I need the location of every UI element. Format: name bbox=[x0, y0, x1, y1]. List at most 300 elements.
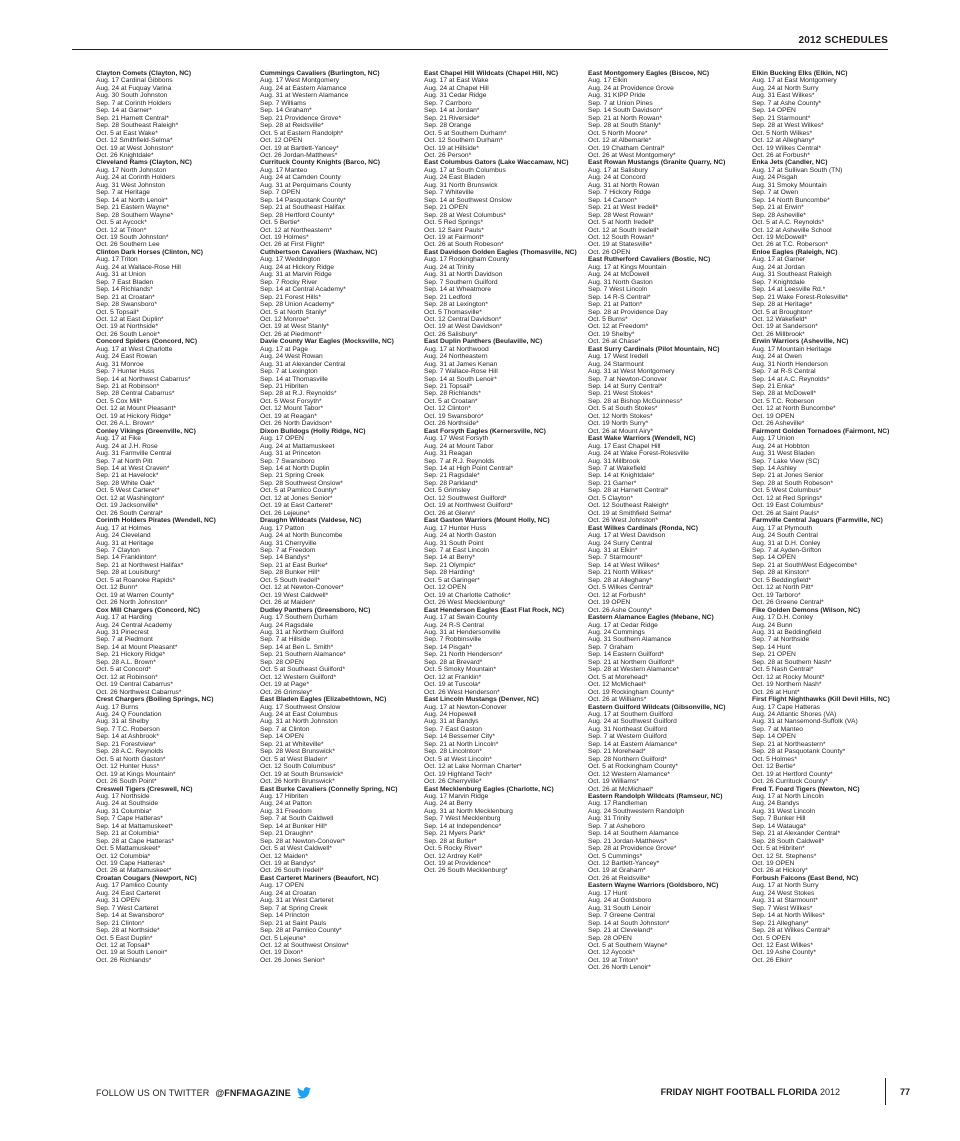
game-entry: Oct. 19 Wilkes Central* bbox=[752, 144, 822, 152]
game-entry: Sep. 21 Olympic* bbox=[424, 561, 476, 569]
game-entry: Oct. 19 Williams* bbox=[588, 778, 639, 786]
game-entry: Aug. 24 West Stokes bbox=[752, 889, 815, 897]
game-entry: Sep. 14 at Wheatmore bbox=[424, 286, 491, 294]
game-entry: Sep. 14 at Mattamuskeet* bbox=[96, 822, 173, 830]
game-entry: Aug. 24 at J.H. Rose bbox=[96, 442, 158, 450]
game-entry: Aug. 17 at Holmes bbox=[96, 524, 152, 532]
game-entry: Sep. 28 at Cape Hatteras* bbox=[96, 837, 175, 845]
magazine-year: 2012 bbox=[819, 1087, 840, 1097]
game-entry: Oct. 12 at North Buncombe* bbox=[752, 405, 836, 413]
game-entry: Sep. 21 at Southeast Halifax bbox=[260, 204, 345, 212]
game-entry: Oct. 19 Tarboro* bbox=[752, 591, 801, 599]
game-entry: Oct. 12 Western Guilford* bbox=[260, 673, 337, 681]
game-entry: Aug. 24 at East Columbus bbox=[260, 710, 338, 718]
team-schedule bbox=[588, 614, 750, 703]
game-entry: Oct. 26 North Davidson* bbox=[260, 420, 333, 428]
game-entry: Sep. 28 at Alleghany* bbox=[588, 576, 652, 584]
game-entry: Oct. 5 at A.C. Reynolds* bbox=[752, 219, 825, 227]
team-name: East Mecklenburg Eagles (Charlotte, NC) bbox=[424, 785, 554, 793]
team-name: Enka Jets (Candler, NC) bbox=[752, 159, 828, 167]
team-name: Cuthbertson Cavaliers (Waxhaw, NC) bbox=[260, 248, 378, 256]
game-entry: Sep. 14 at A.C. Reynolds* bbox=[752, 375, 830, 383]
game-entry: Oct. 19 at Reagan* bbox=[260, 412, 317, 420]
game-entry: Sep. 28 Orange bbox=[424, 122, 472, 130]
game-entry: Sep. 28 Hertford County* bbox=[260, 211, 335, 219]
game-entry: Aug. 17 Southern Durham bbox=[260, 614, 338, 622]
game-entry: Oct. 12 at Northeastern* bbox=[260, 226, 333, 234]
game-entry: Oct. 12 Central Davidson* bbox=[424, 315, 502, 323]
game-entry: Oct. 5 at Pamlico County* bbox=[260, 487, 337, 495]
game-entry: Oct. 12 at Topsail* bbox=[96, 942, 151, 950]
game-entry: Aug. 17 OPEN bbox=[260, 435, 304, 443]
game-entry: Sep. 21 at Saint Pauls bbox=[260, 919, 327, 927]
game-entry: Oct. 12 Aycock* bbox=[588, 949, 636, 957]
twitter-bird-icon[interactable] bbox=[297, 1087, 311, 1099]
game-entry: Sep. 7 West Lincoln bbox=[588, 286, 648, 294]
game-entry: Aug. 17 at Kings Mountain bbox=[588, 263, 667, 271]
team-schedule bbox=[588, 159, 750, 256]
game-entry: Sep. 21 at Robinson* bbox=[96, 383, 160, 391]
game-entry: Aug. 31 at Alexander Central bbox=[260, 360, 346, 368]
game-entry: Oct. 26 Northwest Cabarrus* bbox=[96, 688, 182, 696]
game-entry: Oct. 19 at Providence* bbox=[424, 860, 491, 868]
game-entry: Oct. 5 East Duplin* bbox=[96, 934, 153, 942]
follow-text: FOLLOW US ON TWITTER bbox=[96, 1088, 210, 1098]
game-entry: Aug. 31 at Western Alamance bbox=[260, 92, 349, 100]
game-entry: Sep. 14 Eastern Guilford* bbox=[588, 651, 664, 659]
team-name: East Lincoln Mustangs (Denver, NC) bbox=[424, 696, 539, 704]
game-entry: Oct. 26 Currituck County* bbox=[752, 778, 828, 786]
team-name: Concord Spiders (Concord, NC) bbox=[96, 338, 198, 346]
game-entry: Sep. 28 Southeast Raleigh* bbox=[96, 122, 179, 130]
team-name: East Burke Cavaliers (Connelly Spring, NC) bbox=[260, 785, 398, 793]
game-entry: Sep. 28 West Brunswick* bbox=[260, 748, 335, 756]
game-entry: Aug. 31 Northeast Guilford bbox=[588, 725, 668, 733]
game-entry: Aug. 31 at West Montgomery bbox=[588, 368, 675, 376]
team-schedule bbox=[424, 159, 586, 248]
game-entry: Sep. 21 Harnett Central* bbox=[96, 114, 169, 122]
game-entry: Aug. 31 Cedar Ridge bbox=[424, 92, 487, 100]
game-entry: Aug. 31 North Henderson bbox=[752, 360, 828, 368]
game-entry: Sep. 21 Southern Alamance* bbox=[260, 651, 346, 659]
team-name: Croatan Cougars (Newport, NC) bbox=[96, 874, 197, 882]
game-entry: Oct. 12 Clinton* bbox=[424, 405, 471, 413]
game-entry: Oct. 5 Cox Mill* bbox=[96, 397, 143, 405]
game-entry: Oct. 12 at East Duplin* bbox=[96, 315, 164, 323]
game-entry: Oct. 26 West Johnston* bbox=[588, 517, 659, 525]
game-entry: Oct. 26 North Johnston* bbox=[96, 599, 168, 607]
game-entry: Oct. 12 OPEN bbox=[424, 584, 467, 592]
team-name: Fred T. Foard Tigers (Newton, NC) bbox=[752, 785, 860, 793]
game-entry: Oct. 12 at Alleghany* bbox=[752, 137, 815, 145]
game-entry: Oct. 12 Wakefield* bbox=[752, 315, 808, 323]
game-entry: Oct. 5 West Forsyth* bbox=[260, 397, 322, 405]
game-entry: Aug. 31 at Marvin Ridge bbox=[260, 271, 332, 279]
game-entry: Sep. 28 Union Academy* bbox=[260, 301, 335, 309]
game-entry: Sep. 28 A.L. Brown* bbox=[96, 658, 156, 666]
game-entry: Oct. 26 Jones Senior* bbox=[260, 956, 326, 964]
game-entry: Sep. 14 at Southwest Onslow bbox=[424, 196, 512, 204]
team-name: Eastern Guilford Wildcats (Gibsonville, NC) bbox=[588, 703, 726, 711]
team-schedule bbox=[260, 338, 422, 427]
game-entry: Aug. 24 Cummings bbox=[588, 628, 645, 636]
game-entry: Sep. 14 at West Craven* bbox=[96, 465, 170, 473]
game-entry: Oct. 19 at Hertford County* bbox=[752, 770, 833, 778]
game-entry: Oct. 5 West Columbus* bbox=[752, 487, 822, 495]
team-schedule bbox=[752, 159, 914, 248]
game-entry: Sep. 28 at McDowell* bbox=[752, 390, 816, 398]
game-entry: Oct. 26 at First Flight* bbox=[260, 241, 325, 249]
game-entry: Sep. 21 OPEN bbox=[424, 204, 468, 212]
game-entry: Aug. 24 South Central bbox=[752, 532, 818, 540]
game-entry: Aug. 24 Ragsdale bbox=[260, 621, 314, 629]
game-entry: Sep. 7 at Piedmont bbox=[96, 636, 153, 644]
game-entry: Sep. 28 at Bishop McGuinness* bbox=[588, 397, 683, 405]
game-entry: Oct. 26 at Piedmont* bbox=[260, 330, 322, 338]
game-entry: Oct. 19 at Kings Mountain* bbox=[96, 770, 176, 778]
game-entry: Sep. 14 Graham* bbox=[260, 107, 312, 115]
game-entry: Oct. 12 OPEN bbox=[260, 137, 303, 145]
team-schedule bbox=[424, 786, 586, 875]
game-entry: Oct. 5 at Aycock* bbox=[96, 219, 147, 227]
game-entry: Oct. 5 at Croatan* bbox=[424, 397, 478, 405]
game-entry: Sep. 14 Ashley bbox=[752, 465, 797, 473]
game-entry: Oct. 19 at West Stanly* bbox=[260, 323, 330, 331]
game-entry: Oct. 12 at North Pitt* bbox=[752, 584, 814, 592]
game-entry: Oct. 12 at Robinson* bbox=[96, 673, 158, 681]
game-entry: Sep. 14 at Swansboro* bbox=[96, 912, 165, 920]
game-entry: Sep. 28 Parkland* bbox=[424, 479, 478, 487]
game-entry: Oct. 26 at West Montgomery* bbox=[588, 151, 676, 159]
game-entry: Aug. 31 at Princeton bbox=[260, 450, 321, 458]
game-entry: Aug. 24 at Wallace-Rose Hill bbox=[96, 263, 181, 271]
game-entry: Oct. 12 Bertie* bbox=[752, 763, 796, 771]
header-rule bbox=[72, 49, 888, 50]
game-entry: Oct. 5 at Southern Wayne* bbox=[588, 942, 668, 950]
game-entry: Aug. 31 Freedom bbox=[260, 807, 312, 815]
game-entry: Sep. 21 at Havelock* bbox=[96, 472, 159, 480]
game-entry: Aug. 17 at Salisbury bbox=[588, 166, 648, 174]
game-entry: Sep. 21 at East Burke* bbox=[260, 561, 328, 569]
game-entry: Sep. 21 OPEN bbox=[752, 651, 796, 659]
game-entry: Oct. 5 at Morehead* bbox=[588, 673, 648, 681]
game-entry: Oct. 26 South Point* bbox=[96, 778, 157, 786]
game-entry: Oct. 26 at Forbush* bbox=[752, 151, 810, 159]
game-entry: Oct. 19 at Charlotte Catholic* bbox=[424, 591, 511, 599]
game-entry: Sep. 14 North Buncombe* bbox=[752, 196, 830, 204]
game-entry: Sep. 14 Watauga* bbox=[752, 822, 807, 830]
game-entry: Aug. 31 Southern Alamance bbox=[588, 636, 672, 644]
game-entry: Sep. 21 Morehead* bbox=[588, 748, 646, 756]
team-name: East Rowan Mustangs (Granite Quarry, NC) bbox=[588, 159, 726, 167]
game-entry: Oct. 5 Wilkes Central* bbox=[588, 584, 654, 592]
game-entry: Sep. 7 at South Caldwell bbox=[260, 815, 334, 823]
game-entry: Sep. 21 at Northeastern* bbox=[752, 740, 826, 748]
game-entry: Sep. 21 at West Iredell* bbox=[588, 204, 659, 212]
team-name: East Forsyth Eagles (Kernersville, NC) bbox=[424, 427, 546, 435]
game-entry: Sep. 14 Pasquotank County* bbox=[260, 196, 346, 204]
game-entry: Aug. 17 at North Surry bbox=[752, 882, 819, 890]
game-entry: Oct. 12 South Rowan* bbox=[588, 233, 655, 241]
game-entry: Sep. 7 at East Lincoln bbox=[424, 547, 490, 554]
game-entry: Sep. 14 at Leesville Rd.* bbox=[752, 286, 826, 294]
game-entry: Sep. 7 Cape Hatteras* bbox=[96, 815, 163, 823]
game-entry: Aug. 17 Manteo bbox=[260, 166, 308, 174]
game-entry: Aug. 24 at Berry bbox=[424, 800, 473, 808]
game-entry: Sep. 28 at Northside* bbox=[96, 927, 160, 935]
team-name: East Chapel Hill Wildcats (Chapel Hill, NC) bbox=[424, 70, 559, 77]
game-entry: Sep. 7 at Northside bbox=[752, 636, 810, 644]
game-entry: Oct. 19 Central Cabarrus* bbox=[96, 681, 173, 689]
game-entry: Sep. 7 at Ayden-Grifton bbox=[752, 547, 822, 554]
game-entry: Sep. 14 Franklinton* bbox=[96, 554, 157, 562]
team-schedule bbox=[260, 517, 422, 606]
game-entry: Oct. 5 North Moore* bbox=[588, 129, 648, 137]
game-entry: Aug. 17 Cape Hatteras bbox=[752, 703, 821, 711]
game-entry: Aug. 31 at North Davidson bbox=[424, 271, 503, 279]
game-entry: Sep. 21 at Erwin* bbox=[752, 204, 804, 212]
game-entry: Sep. 7 at Newton-Conover bbox=[588, 375, 667, 383]
game-entry: Sep. 21 Forestview* bbox=[96, 740, 156, 748]
team-name: Creswell Tigers (Creswell, NC) bbox=[96, 785, 193, 793]
game-entry: Sep. 21 Clinton* bbox=[96, 919, 145, 927]
game-entry: Sep. 7 at Union Pines bbox=[588, 99, 653, 107]
game-entry: Aug. 31 Southeast Raleigh bbox=[752, 271, 832, 279]
game-entry: Aug. 30 South Johnston bbox=[96, 92, 168, 100]
game-entry: Oct. 12 at Red Springs* bbox=[752, 494, 823, 502]
game-entry: Aug. 24 at Mount Tabor bbox=[424, 442, 494, 450]
game-entry: Oct. 5 North Wilkes* bbox=[752, 129, 813, 137]
team-name: Crest Chargers (Boiling Springs, NC) bbox=[96, 696, 214, 704]
game-entry: Sep. 14 at North Duplin bbox=[260, 465, 330, 473]
game-entry: Sep. 7 at Hillside bbox=[260, 636, 311, 644]
game-entry: Oct. 26 Cherryville* bbox=[424, 778, 482, 786]
game-entry: Oct. 26 Millbrook* bbox=[752, 330, 805, 338]
game-entry: Sep. 28 at Brevard* bbox=[424, 658, 483, 666]
game-entry: Oct. 5 South Iredell* bbox=[260, 576, 320, 584]
game-entry: Oct. 19 at Page* bbox=[260, 681, 310, 689]
game-entry: Sep. 7 at Lexington bbox=[260, 368, 318, 376]
game-entry: Oct. 19 at Bartlett-Yancey* bbox=[260, 144, 339, 152]
team-schedule bbox=[260, 159, 422, 248]
game-entry: Oct. 19 OPEN bbox=[752, 860, 795, 868]
game-entry: Aug. 31 West Lincoln bbox=[752, 807, 816, 815]
game-entry: Sep. 14 at Garner* bbox=[96, 107, 152, 115]
game-entry: Aug. 24 at Wake Forest-Rolesville bbox=[588, 450, 689, 458]
game-entry: Oct. 12 South Columbus* bbox=[260, 763, 336, 771]
game-entry: Sep. 14 R-S Central* bbox=[588, 293, 651, 301]
game-entry: Aug. 31 at North Rowan bbox=[588, 181, 660, 189]
game-entry: Aug. 31 Smoky Mountain bbox=[752, 181, 827, 189]
team-schedule bbox=[424, 70, 586, 159]
game-entry: Sep. 7 Hunter Huss bbox=[96, 368, 155, 376]
game-entry: Oct. 5 Red Springs* bbox=[424, 219, 484, 227]
game-entry: Aug. 24 West Rowan bbox=[260, 353, 323, 361]
game-entry: Aug. 17 at East Montgomery bbox=[752, 77, 837, 85]
game-entry: Sep. 7 at Freedom bbox=[260, 547, 316, 554]
game-entry: Aug. 17 at North Lincoln bbox=[752, 792, 824, 800]
team-name: Clinton Dark Horses (Clinton, NC) bbox=[96, 248, 204, 256]
game-entry: Oct. 19 Ashe County* bbox=[752, 949, 816, 957]
game-entry: Sep. 21 Ragsdale* bbox=[424, 472, 480, 480]
game-entry: Aug. 24 at Eastern Alamance bbox=[260, 84, 347, 92]
game-entry: Aug. 31 at North Mecklenburg bbox=[424, 807, 513, 815]
game-entry: Sep. 21 Forest Hills* bbox=[260, 293, 321, 301]
twitter-handle[interactable]: @FNFMAGAZINE bbox=[215, 1088, 291, 1098]
game-entry: Aug. 31 at West Carteret bbox=[260, 897, 334, 905]
game-entry: Oct. 19 South Johnston* bbox=[96, 233, 169, 241]
team-name: East Davidson Golden Eagles (Thomasville, NC) bbox=[424, 248, 577, 256]
game-entry: Oct. 26 A.L. Brown* bbox=[96, 420, 155, 428]
game-entry: Aug. 31 at Starmount* bbox=[752, 897, 818, 905]
game-entry: Oct. 26 North Brunswick* bbox=[260, 778, 335, 786]
game-entry: Oct. 19 McDowell* bbox=[752, 233, 808, 241]
team-schedule bbox=[260, 696, 422, 785]
game-entry: Sep. 28 Bunker Hill* bbox=[260, 569, 320, 577]
team-name: East Surry Cardinals (Pilot Mountain, NC) bbox=[588, 345, 720, 353]
team-schedule bbox=[588, 704, 750, 793]
schedule-column-4 bbox=[588, 70, 750, 1070]
game-entry: Aug. 17 D.H. Conley bbox=[752, 614, 813, 622]
game-entry: Sep. 14 OPEN bbox=[260, 733, 304, 741]
game-entry: Aug. 24 at Chapel Hill bbox=[424, 84, 489, 92]
game-entry: Oct. 26 West Mecklenburg* bbox=[424, 599, 506, 607]
game-entry: Aug. 17 at Plymouth bbox=[752, 524, 813, 532]
team-name: East Wilkes Cardinals (Ronda, NC) bbox=[588, 524, 698, 532]
game-entry: Sep. 7 at Heritage bbox=[96, 189, 150, 197]
game-entry: Aug. 17 at Northwood bbox=[424, 345, 489, 353]
game-entry: Sep. 14 South Davidson* bbox=[588, 107, 663, 115]
game-entry: Oct. 19 Chatham Central* bbox=[588, 144, 665, 152]
game-entry: Oct. 19 at Tuscola* bbox=[424, 681, 481, 689]
game-entry: Sep. 28 at Providence Grove* bbox=[588, 845, 677, 853]
team-schedule bbox=[588, 256, 750, 345]
game-entry: Oct. 12 Columbia* bbox=[96, 852, 151, 860]
game-entry: Aug. 17 Randleman bbox=[588, 800, 648, 808]
game-entry: Oct. 12 Maiden* bbox=[260, 852, 308, 860]
game-entry: Oct. 19 OPEN bbox=[588, 599, 631, 607]
game-entry: Sep. 14 OPEN bbox=[752, 107, 796, 115]
team-name: Conley Vikings (Greenville, NC) bbox=[96, 427, 196, 435]
game-entry: Aug. 24 at Camden County bbox=[260, 174, 341, 182]
team-name: East Duplin Panthers (Beulaville, NC) bbox=[424, 338, 543, 346]
game-entry: Aug. 17 Northside bbox=[96, 792, 150, 800]
game-entry: Aug. 24 at Providence Grove bbox=[588, 84, 674, 92]
game-entry: Sep. 28 OPEN bbox=[588, 934, 632, 942]
game-entry: Sep. 28 at South Stanly* bbox=[588, 122, 661, 130]
game-entry: Oct. 12 Hunter Huss* bbox=[96, 763, 160, 771]
game-entry: Aug. 31 at Bandys bbox=[424, 718, 479, 726]
game-entry: Oct. 26 Person* bbox=[424, 151, 472, 159]
team-schedule bbox=[96, 159, 258, 248]
game-entry: Aug. 24 at Hickory Ridge bbox=[260, 263, 334, 271]
team-schedule bbox=[752, 428, 914, 517]
game-entry: Sep. 21 West Stokes* bbox=[588, 390, 653, 398]
game-entry: Aug. 24 East Bladen bbox=[424, 174, 485, 182]
game-entry: Sep. 7 T.C. Roberson bbox=[96, 725, 160, 733]
game-entry: Sep. 7 Wallace-Rose Hill bbox=[424, 368, 498, 376]
game-entry: Aug. 24 at Croatan bbox=[260, 889, 317, 897]
game-entry: Oct. 12 at Mount Pleasant* bbox=[96, 405, 176, 413]
game-entry: Aug. 24 at Southwest Guilford bbox=[588, 718, 677, 726]
game-entry: Oct. 26 at Reidsville* bbox=[588, 874, 651, 882]
game-entry: Aug. 31 West Johnston bbox=[96, 181, 166, 189]
game-entry: Sep. 28 at Heritage* bbox=[752, 301, 813, 309]
game-entry: Aug. 31 North Brunswick bbox=[424, 181, 498, 189]
game-entry: Sep. 28 at Newton-Conover* bbox=[260, 837, 346, 845]
game-entry: Sep. 28 Asheville* bbox=[752, 211, 806, 219]
team-name: Forbush Falcons (East Bend, NC) bbox=[752, 874, 859, 882]
team-name: East Bladen Eagles (Elizabethtown, NC) bbox=[260, 696, 387, 704]
schedule-column-2 bbox=[260, 70, 422, 1070]
game-entry: Aug. 31 at North Johnston bbox=[260, 718, 338, 726]
team-schedule bbox=[588, 346, 750, 435]
game-entry: Aug. 24 at North Buncombe bbox=[260, 532, 343, 540]
team-schedule bbox=[752, 696, 914, 785]
game-entry: Sep. 21 at North Rowan* bbox=[588, 114, 662, 122]
game-entry: Sep. 7 Starmount* bbox=[588, 554, 643, 562]
game-entry: Sep. 21 Topsail* bbox=[424, 383, 473, 391]
game-entry: Oct. 12 Ardrey Kell* bbox=[424, 852, 483, 860]
game-entry: Oct. 19 at South Lenoir* bbox=[96, 949, 168, 957]
team-schedule bbox=[96, 70, 258, 159]
game-entry: Oct. 26 at Saint Pauls* bbox=[752, 509, 820, 517]
game-entry: Aug. 17 Weddington bbox=[260, 256, 321, 264]
game-entry: Oct. 12 Bartlett-Yancey* bbox=[588, 860, 660, 868]
game-entry: Aug. 17 Hibriten bbox=[260, 792, 308, 800]
game-entry: Oct. 5 at North Gaston* bbox=[96, 755, 166, 763]
game-entry: Sep. 7 East Bladen bbox=[96, 278, 154, 286]
game-entry: Oct. 26 South Lenoir* bbox=[96, 330, 160, 338]
game-entry: Sep. 7 at Manteo bbox=[752, 725, 803, 733]
game-entry: Oct. 5 Topsail* bbox=[96, 308, 139, 316]
game-entry: Oct. 19 at Graham* bbox=[588, 867, 646, 875]
game-entry: Sep. 28 at Kinston* bbox=[752, 569, 810, 577]
game-entry: Oct. 5 at Roanoke Rapids* bbox=[96, 576, 176, 584]
game-entry: Sep. 28 Swansboro* bbox=[96, 301, 157, 309]
game-entry: Aug. 31 at Perquimans County bbox=[260, 181, 352, 189]
game-entry: Sep. 28 at Reidsville* bbox=[260, 122, 324, 130]
game-entry: Oct. 5 at Eastern Randolph* bbox=[260, 129, 344, 137]
game-entry: Aug. 24 at Southside bbox=[96, 800, 159, 808]
team-name: Fairmont Golden Tornadoes (Fairmont, NC) bbox=[752, 427, 890, 435]
game-entry: Aug. 24 Q Foundation bbox=[96, 710, 162, 718]
team-name: East Rutherford Cavaliers (Bostic, NC) bbox=[588, 256, 711, 264]
game-entry: Sep. 7 West Mecklenburg bbox=[424, 815, 501, 823]
game-entry: Aug. 17 North Johnston bbox=[96, 166, 167, 174]
game-entry: Aug. 24 Bandys bbox=[752, 800, 800, 808]
team-name: East Henderson Eagles (East Flat Rock, NC) bbox=[424, 606, 565, 614]
game-entry: Sep. 14 at North Wilkes* bbox=[752, 912, 825, 920]
team-schedule bbox=[96, 696, 258, 785]
game-entry: Aug. 17 at Sullivan South (TN) bbox=[752, 166, 843, 174]
game-entry: Aug. 24 at Jordan bbox=[752, 263, 805, 271]
game-entry: Aug. 24 at Owen bbox=[752, 353, 802, 361]
game-entry: Sep. 14 Bandys* bbox=[260, 554, 310, 562]
game-entry: Aug. 17 at West Davidson bbox=[588, 532, 666, 540]
game-entry: Sep. 7 Graham bbox=[588, 643, 634, 651]
game-entry: Sep. 21 at Columbia* bbox=[96, 830, 160, 838]
game-entry: Sep. 21 at Cleveland* bbox=[588, 927, 653, 935]
game-entry: Oct. 26 Asheville* bbox=[752, 420, 805, 428]
game-entry: Sep. 21 Ledford bbox=[424, 293, 472, 301]
game-entry: Aug. 17 Mountain Heritage bbox=[752, 345, 832, 353]
game-entry: Sep. 14 at Bunker Hill* bbox=[260, 822, 328, 830]
game-entry: Sep. 7 Robbinsville bbox=[424, 636, 482, 644]
game-entry: Oct. 19 Shelby* bbox=[588, 330, 635, 338]
game-entry: Sep. 28 at Louisburg* bbox=[96, 569, 161, 577]
game-entry: Oct. 26 Jordan-Matthews* bbox=[260, 151, 338, 159]
